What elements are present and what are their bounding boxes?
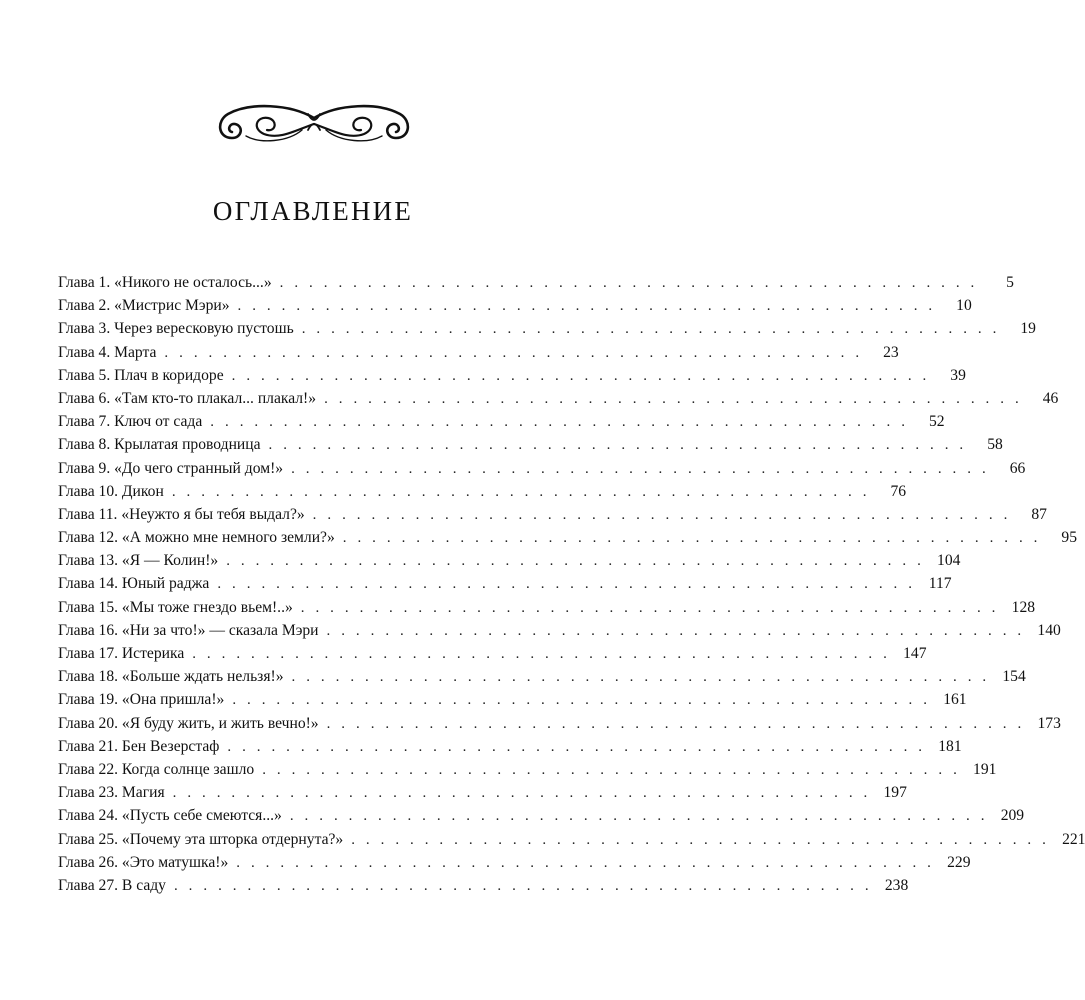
toc-leader-dots: . . . . . . . . . . . . . . . . . . . . . . . . . . . . . . . . . . . . . . . . . . . . . . . . [210, 414, 909, 431]
toc-entry-title: Глава 18. «Больше ждать нельзя!» [58, 668, 284, 686]
toc-entry-title: Глава 10. Дикон [58, 482, 164, 500]
toc-entry-title: Глава 3. Через вересковую пустошь [58, 320, 294, 338]
toc-entry-page-number: 87 [1031, 505, 1047, 523]
toc-leader-dots: . . . . . . . . . . . . . . . . . . . . . . . . . . . . . . . . . . . . . . . . . . . . . . . . [172, 785, 871, 802]
toc-leader-dots: . . . . . . . . . . . . . . . . . . . . . . . . . . . . . . . . . . . . . . . . . . . . . . . . [232, 692, 931, 709]
toc-entry [58, 410, 945, 433]
toc-entry-page-number: 191 [973, 760, 997, 778]
flourish-ornament-icon [210, 100, 418, 146]
toc-entry-title: Глава 24. «Пусть себе смеются...» [58, 807, 282, 825]
toc-entry-page-number: 19 [1020, 320, 1036, 338]
toc-entry [58, 480, 907, 503]
toc-entry [58, 758, 997, 781]
toc-entry [58, 503, 1047, 526]
page-title: ОГЛАВЛЕНИЕ [212, 196, 414, 226]
toc-entry-title: Глава 27. В саду [58, 876, 166, 894]
toc-entry-page-number: 173 [1037, 714, 1061, 732]
toc-leader-dots: . . . . . . . . . . . . . . . . . . . . . . . . . . . . . . . . . . . . . . . . . . . . . . . . [268, 437, 967, 454]
toc-entry-title: Глава 23. Магия [58, 784, 165, 802]
toc-entry [58, 874, 909, 897]
toc-leader-dots: . . . . . . . . . . . . . . . . . . . . . . . . . . . . . . . . . . . . . . . . . . . . . . . . [164, 344, 863, 361]
toc-entry [58, 735, 962, 758]
toc-leader-dots: . . . . . . . . . . . . . . . . . . . . . . . . . . . . . . . . . . . . . . . . . . . . . . . . [171, 483, 871, 500]
toc-leader-dots: . . . . . . . . . . . . . . . . . . . . . . . . . . . . . . . . . . . . . . . . . . . . . . . . [192, 646, 891, 662]
toc-entry-title: Глава 25. «Почему эта шторка отдернута?» [58, 830, 344, 848]
toc-entry-title: Глава 21. Бен Везерстаф [58, 737, 220, 755]
toc-entry-page-number: 154 [1002, 668, 1026, 686]
toc-entry [58, 457, 1026, 480]
toc-leader-dots: . . . . . . . . . . . . . . . . . . . . . . . . . . . . . . . . . . . . . . . . . . . . . . . . [173, 877, 873, 894]
toc-entry [58, 294, 972, 317]
toc-entry [58, 619, 1061, 642]
toc-entry [58, 712, 1061, 735]
toc-entry [58, 804, 1025, 827]
toc-entry-title: Глава 1. «Никого не осталось...» [58, 274, 272, 291]
toc-entry-title: Глава 9. «До чего странный дом!» [58, 459, 284, 477]
toc-entry [58, 271, 1014, 294]
toc-leader-dots: . . . . . . . . . . . . . . . . . . . . . . . . . . . . . . . . . . . . . . . . . . . . . . . . [326, 622, 1025, 639]
toc-entry [58, 596, 1036, 619]
toc-entry-page-number: 58 [987, 436, 1003, 454]
toc-entry [58, 387, 1059, 410]
toc-entry-title: Глава 14. Юный раджа [58, 575, 210, 593]
toc-entry [58, 433, 1003, 456]
toc-entry [58, 572, 952, 595]
toc-entry [58, 828, 1085, 851]
toc-entry-page-number: 128 [1011, 598, 1036, 616]
toc-entry-page-number: 140 [1037, 621, 1061, 639]
toc-leader-dots: . . . . . . . . . . . . . . . . . . . . . . . . . . . . . . . . . . . . . . . . . . . . . . . . [291, 460, 990, 477]
toc-entry [58, 642, 927, 665]
toc-leader-dots: . . . . . . . . . . . . . . . . . . . . . . . . . . . . . . . . . . . . . . . . . . . . . . . . [324, 390, 1023, 407]
toc-entry-page-number: 46 [1042, 389, 1059, 407]
toc-leader-dots: . . . . . . . . . . . . . . . . . . . . . . . . . . . . . . . . . . . . . . . . . . . . . . . . [289, 808, 989, 825]
toc-entry-title: Глава 8. Крылатая проводница [58, 436, 261, 454]
toc-entry-page-number: 238 [884, 876, 909, 894]
toc-entry-page-number: 161 [943, 691, 967, 709]
toc-leader-dots: . . . . . . . . . . . . . . . . . . . . . . . . . . . . . . . . . . . . . . . . . . . . . . . . [279, 275, 978, 291]
toc-entry [58, 665, 1026, 688]
toc-entry-page-number: 221 [1062, 830, 1085, 848]
toc-entry-page-number: 5 [1006, 274, 1014, 291]
toc-entry-title: Глава 15. «Мы тоже гнездо вьем!..» [58, 598, 293, 616]
toc-entry-page-number: 39 [950, 366, 966, 384]
toc-entry-page-number: 181 [938, 737, 962, 755]
toc-entry [58, 549, 961, 572]
toc-entry-title: Глава 11. «Неужто я бы тебя выдал?» [58, 505, 305, 523]
toc-entry-title: Глава 26. «Это матушка!» [58, 853, 229, 871]
toc-entry-title: Глава 2. «Мистрис Мэри» [58, 297, 230, 315]
toc-leader-dots: . . . . . . . . . . . . . . . . . . . . . . . . . . . . . . . . . . . . . . . . . . . . . . . . [262, 761, 961, 778]
toc-leader-dots: . . . . . . . . . . . . . . . . . . . . . . . . . . . . . . . . . . . . . . . . . . . . . . . . [301, 321, 1000, 338]
toc-leader-dots: . . . . . . . . . . . . . . . . . . . . . . . . . . . . . . . . . . . . . . . . . . . . . . . . [236, 854, 935, 871]
toc-entry-title: Глава 17. Истерика [58, 645, 185, 662]
toc-entry [58, 851, 971, 874]
toc-entry-page-number: 66 [1009, 459, 1026, 477]
toc-entry-title: Глава 7. Ключ от сада [58, 413, 203, 431]
toc-entry [58, 526, 1078, 549]
toc-entry-page-number: 10 [956, 297, 972, 315]
toc-entry-page-number: 52 [928, 413, 945, 431]
toc-entry [58, 688, 967, 711]
toc-entry-page-number: 117 [928, 575, 952, 593]
toc-entry [58, 341, 899, 364]
toc-entry [58, 317, 1036, 340]
toc-leader-dots: . . . . . . . . . . . . . . . . . . . . . . . . . . . . . . . . . . . . . . . . . . . . . . . . [351, 831, 1050, 848]
table-of-contents [58, 271, 1085, 897]
toc-leader-dots: . . . . . . . . . . . . . . . . . . . . . . . . . . . . . . . . . . . . . . . . . . . . . . . . [300, 599, 1000, 616]
toc-entry-title: Глава 5. Плач в коридоре [58, 366, 224, 384]
toc-entry-page-number: 23 [883, 343, 899, 361]
toc-entry-title: Глава 13. «Я — Колин!» [58, 552, 219, 570]
toc-entry-page-number: 76 [890, 482, 907, 500]
toc-leader-dots: . . . . . . . . . . . . . . . . . . . . . . . . . . . . . . . . . . . . . . . . . . . . . . . . [342, 530, 1042, 547]
toc-entry-page-number: 197 [883, 784, 907, 802]
toc-entry-title: Глава 22. Когда солнце зашло [58, 760, 255, 778]
toc-entry-title: Глава 12. «А можно мне немного земли?» [58, 529, 335, 547]
toc-entry-page-number: 209 [1000, 807, 1025, 825]
toc-entry-page-number: 229 [947, 853, 971, 871]
toc-leader-dots: . . . . . . . . . . . . . . . . . . . . . . . . . . . . . . . . . . . . . . . . . . . . . . . . [231, 367, 930, 384]
toc-leader-dots: . . . . . . . . . . . . . . . . . . . . . . . . . . . . . . . . . . . . . . . . . . . . . . . . [312, 506, 1011, 523]
toc-entry-page-number: 95 [1061, 529, 1078, 547]
toc-entry-title: Глава 16. «Ни за что!» — сказала Мэри [58, 621, 319, 639]
toc-leader-dots: . . . . . . . . . . . . . . . . . . . . . . . . . . . . . . . . . . . . . . . . . . . . . . . . [291, 669, 990, 686]
toc-leader-dots: . . . . . . . . . . . . . . . . . . . . . . . . . . . . . . . . . . . . . . . . . . . . . . . . [226, 553, 925, 570]
toc-leader-dots: . . . . . . . . . . . . . . . . . . . . . . . . . . . . . . . . . . . . . . . . . . . . . . . . [217, 576, 916, 593]
toc-entry-title: Глава 20. «Я буду жить, и жить вечно!» [58, 714, 319, 732]
toc-entry-title: Глава 6. «Там кто-то плакал... плакал!» [58, 389, 317, 407]
toc-leader-dots: . . . . . . . . . . . . . . . . . . . . . . . . . . . . . . . . . . . . . . . . . . . . . . . . [227, 738, 926, 755]
toc-entry [58, 364, 966, 387]
toc-entry-page-number: 104 [937, 552, 961, 570]
toc-leader-dots: . . . . . . . . . . . . . . . . . . . . . . . . . . . . . . . . . . . . . . . . . . . . . . . . [237, 298, 936, 315]
toc-entry-title: Глава 19. «Она пришла!» [58, 691, 225, 709]
toc-leader-dots: . . . . . . . . . . . . . . . . . . . . . . . . . . . . . . . . . . . . . . . . . . . . . . . . [326, 715, 1025, 732]
toc-entry [58, 781, 907, 804]
toc-entry-title: Глава 4. Марта [58, 343, 157, 361]
toc-entry-page-number: 147 [903, 645, 927, 662]
